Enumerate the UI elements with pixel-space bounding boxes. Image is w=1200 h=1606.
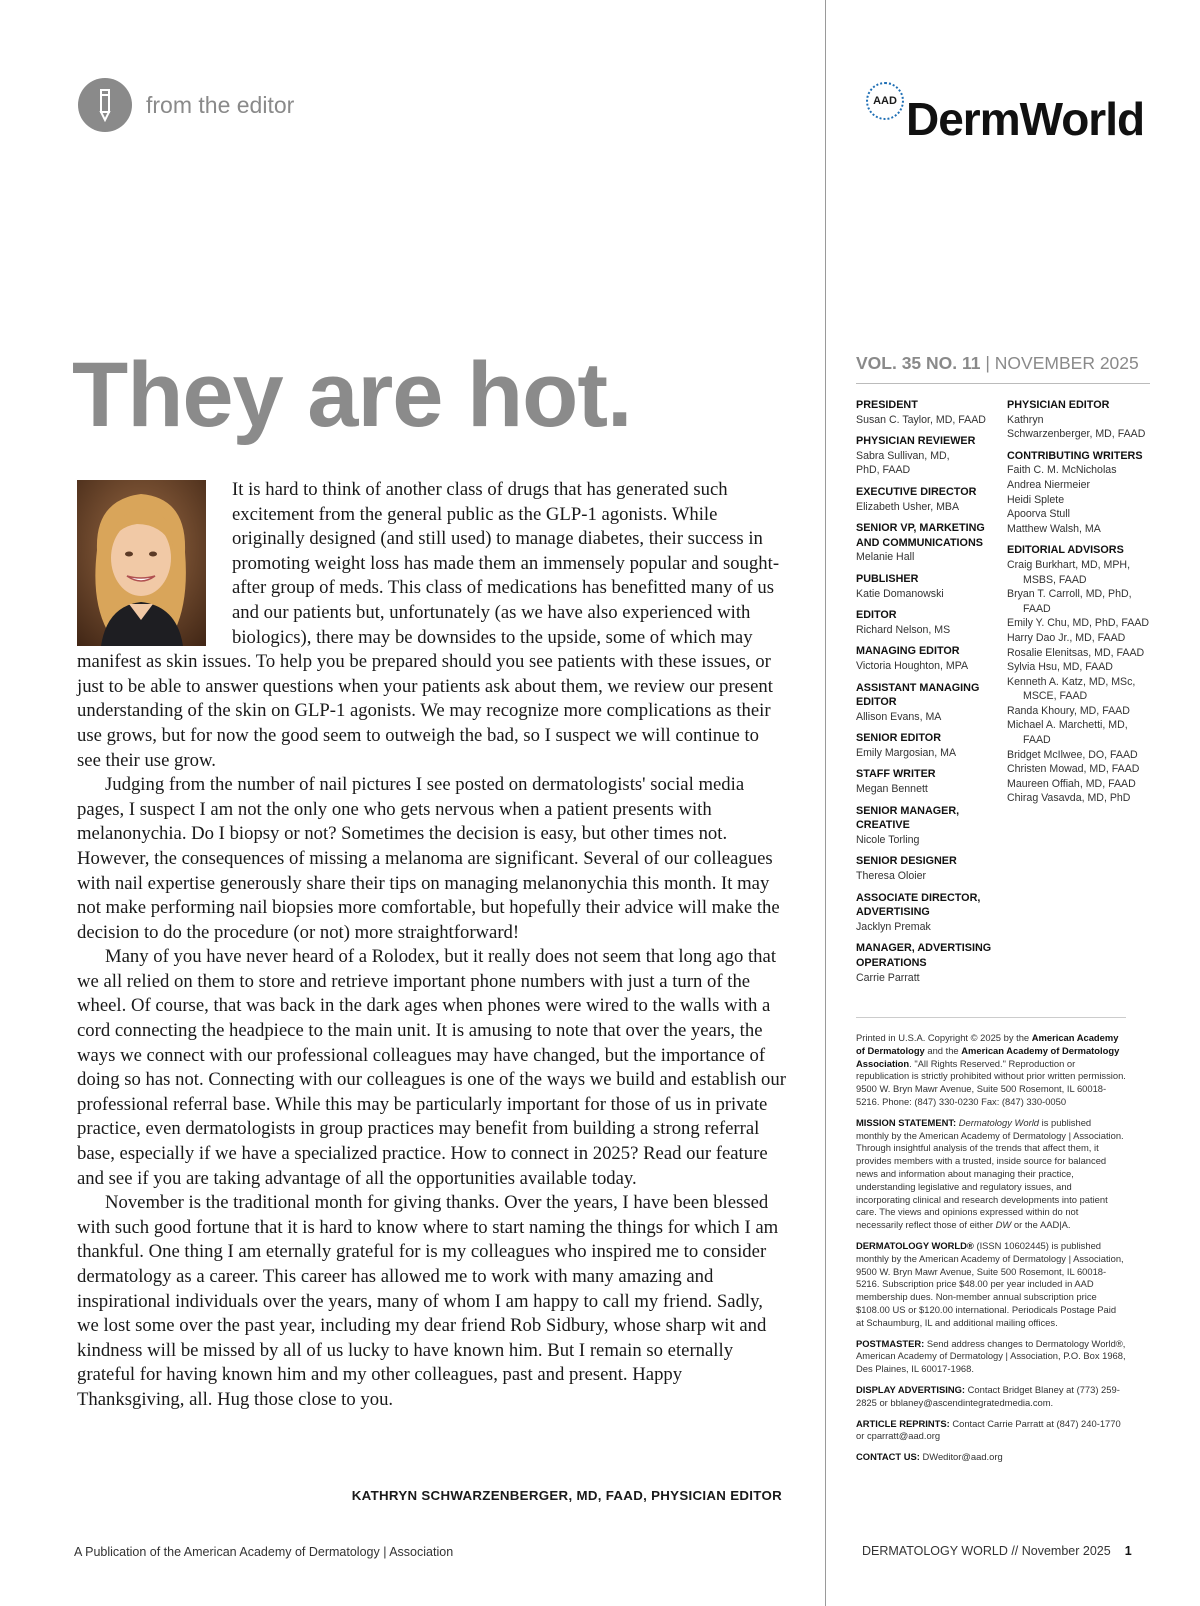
masthead-name: Jacklyn Premak [856, 920, 931, 933]
mission-block: MISSION STATEMENT: Dermatology World is published monthly by the American Academy of Dermatology | Association. Through insightful analysis of the trends that affect them, it provides members with a trusted, inside source for balanced news and information about managing their practice, understanding legislative and regulatory issues, and incorporating clinical and research developments into patient care. The views and opinions expressed within do not necessarily reflect those of either DW or the AAD|A. [856, 1116, 1124, 1231]
masthead-role: PRESIDENT [856, 399, 918, 411]
author-signature: KATHRYN SCHWARZENBERGER, MD, FAAD, PHYSICIAN EDITOR [351, 1488, 782, 1503]
page-number: 1 [1124, 1544, 1132, 1558]
masthead-role: EDITORIAL ADVISORS [1007, 544, 1124, 557]
masthead-name: Bryan T. Carroll, MD, PhD, FAAD [1007, 588, 1132, 615]
masthead-entry [856, 804, 1006, 848]
masthead-name: PhD, FAAD [856, 464, 911, 477]
masthead-name: Sabra Sullivan, MD, [856, 449, 950, 462]
masthead-name: Carrie Parratt [856, 971, 920, 984]
masthead-name: Kenneth A. Katz, MD, MSc, MSCE, FAAD [1007, 675, 1136, 703]
masthead-name: Andrea Niermeier [1007, 478, 1091, 491]
column-divider [825, 0, 826, 1606]
postmaster-block: POSTMASTER: Send address changes to Dermatology World®, American Academy of Dermatology | Association, P.O. Box 1968, Des Plaines, IL 60017-1968. [856, 1337, 1126, 1375]
masthead-name: Apoorva Stull [1007, 508, 1071, 521]
masthead-entry [856, 434, 1006, 478]
masthead-name: Faith C. M. McNicholas [1007, 464, 1117, 477]
masthead-left-column [856, 398, 1006, 992]
footer-publication: A Publication of the American Academy of Dermatology | Association [74, 1545, 454, 1559]
paragraph: Judging from the number of nail pictures I see posted on dermatologists' social media pages, I suspect I am not the only one who gets nervous when a patient presents with melanonychia. Do I biopsy or not? Sometimes the decision is easy, but other times not. However, the consequences of missing a melanoma are significant. Several of our colleagues with nail expertise generously share their tips on managing melanonychia this month. It may not make performing nail biopsies more comfortable, but hopefully their advice will make the decision to do the procedure (or not) more straightforward! [77, 774, 780, 943]
masthead-role: ASSOCIATE DIRECTOR, ADVERTISING [856, 891, 981, 919]
masthead-name: Theresa Oloier [856, 870, 927, 883]
masthead-role: PHYSICIAN EDITOR [1007, 399, 1110, 411]
masthead-name: Victoria Houghton, MPA [856, 659, 969, 672]
masthead-name: Elizabeth Usher, MBA [856, 500, 960, 513]
masthead-entry [856, 644, 1006, 673]
masthead-entry [856, 608, 1006, 637]
masthead-entry [856, 854, 1006, 883]
masthead-name: Megan Bennett [856, 783, 928, 796]
masthead-entry [856, 681, 1006, 725]
masthead-role: EXECUTIVE DIRECTOR [856, 485, 977, 498]
masthead-name: Allison Evans, MA [856, 710, 942, 723]
masthead-entry [1007, 398, 1157, 442]
masthead-name: Kathryn [1007, 413, 1044, 426]
masthead-name: Nicole Torling [856, 833, 920, 846]
headline: They are hot. [72, 344, 632, 446]
masthead-rule [856, 383, 1150, 384]
masthead-name: Emily Y. Chu, MD, PhD, FAAD [1007, 617, 1150, 630]
masthead-name: Randa Khoury, MD, FAAD [1007, 704, 1130, 717]
pencil-icon [78, 78, 132, 132]
masthead-name: Chirag Vasavda, MD, PhD [1007, 792, 1131, 805]
masthead-entry [856, 521, 1006, 565]
masthead-name: Katie Domanowski [856, 587, 944, 600]
masthead-name: Richard Nelson, MS [856, 623, 951, 636]
masthead-entry [856, 941, 1006, 985]
masthead-role: MANAGING EDITOR [856, 645, 960, 658]
masthead-name: Bridget McIlwee, DO, FAAD [1007, 748, 1138, 761]
volume-number: VOL. 35 NO. 11 [856, 353, 981, 373]
masthead-entry [856, 572, 1006, 601]
masthead-name: Craig Burkhart, MD, MPH, MSBS, FAAD [1007, 558, 1131, 586]
contact-block: CONTACT US: DWeditor@aad.org [856, 1451, 1003, 1463]
paragraph: It is hard to think of another class of drugs that has generated such excitement from the general public as the GLP-1 agonists. While originally designed (and still used) to manage diabetes, their success in promoting weight loss has made them an immensely popular and sought-after group of meds. This class of medications has benefitted many of us and our patients but, unfortunately (as we have also experienced with biologics), there may be downsides to the upside, some of which may manifest as skin issues. To help you be prepared should you see patients with these issues, or just to be able to answer questions when your patients ask about them, we review our present understanding of the skin on GLP-1 agonists. We may recognize more complications as their use grows, but for now the good seem to outweigh the bad, so I suspect we will continue to see their use grow. [77, 479, 780, 771]
masthead-name: Schwarzenberger, MD, FAAD [1007, 428, 1146, 441]
masthead-role: SENIOR MANAGER, CREATIVE [856, 804, 960, 832]
masthead-name: Emily Margosian, MA [856, 746, 957, 759]
footer-issue: DERMATOLOGY WORLD // November 2025 1 [862, 1544, 1132, 1558]
aad-badge: AAD [866, 82, 904, 120]
dermworld-logo [866, 78, 1166, 148]
issue-date: NOVEMBER 2025 [994, 353, 1139, 373]
masthead-name: Michael A. Marchetti, MD, FAAD [1007, 719, 1128, 747]
section-tag [78, 78, 294, 132]
masthead-entry [856, 891, 1006, 935]
masthead-role: ASSISTANT MANAGING EDITOR [856, 681, 980, 709]
volume-line [856, 353, 1139, 374]
publication-block: DERMATOLOGY WORLD® (ISSN 10602445) is published monthly by the American Academy of Dermatology | Association, 9500 W. Bryn Mawr Avenue, Suite 500 Rosemont, IL 60018-5216. Subscription price $48.00 per year included in AAD membership dues. Non-member annual subscription price $108.00 US or $120.00 international. Periodicals Postage Paid at Schaumburg, IL and additional mailing offices. [856, 1239, 1124, 1328]
copyright-block: Printed in U.S.A. Copyright © 2025 by the American Academy of Dermatology and the American Academy of Dermatology Association. "All Rights Reserved." Reproduction or republication is strictly prohibited without prior written permission. 9500 W. Bryn Mawr Avenue, Suite 500 Rosemont, IL 60018-5216. Phone: (847) 330-0230 Fax: (847) 330-0050 [856, 1032, 1126, 1107]
article-reprints-block: ARTICLE REPRINTS: Contact Carrie Parratt at (847) 240-1770 or cparratt@aad.org [856, 1417, 1121, 1442]
masthead-role: SENIOR EDITOR [856, 732, 941, 745]
paragraph: November is the traditional month for giving thanks. Over the years, I have been blessed with such good fortune that it is hard to know where to start naming the things for which I am thankful. One thing I am eternally grateful for is my colleagues who inspired me to consider dermatology as a career. This career has allowed me to work with many amazing and inspirational individuals over the years, many of whom I am happy to call my friend. Sadly, we lost some over the past year, including my dear friend Rob Sidbury, whose sharp wit and kindness will be missed by all of us lucky to have known him. But I remain so eternally grateful for having known him and my other colleagues, past and present. Happy Thanksgiving, all. Hug those close to you. [77, 1192, 779, 1410]
masthead-role: PHYSICIAN REVIEWER [856, 435, 976, 448]
masthead-name: Susan C. Taylor, MD, FAAD [856, 413, 986, 426]
masthead-name: Maureen Offiah, MD, FAAD [1007, 777, 1136, 790]
masthead-name: Melanie Hall [856, 551, 915, 564]
masthead-name: Harry Dao Jr., MD, FAAD [1007, 631, 1126, 644]
fine-print [856, 1032, 1126, 1472]
paragraph: Many of you have never heard of a Rolodex, but it really does not seem that long ago that we all relied on them to store and retrieve important phone numbers with just a turn of the wheel. Of course, that was back in the dark ages when phones were wired to the walls with a cord connecting the headpiece to the main unit. It is amusing to note that over the years, the ways we connect with our professional colleagues may have changed, but the importance of doing so has not. Connecting with our colleagues is one of the ways we build and establish our professional referral base. While this may be particularly important for those of us in private practice, even dermatologists in group practices may benefit from building a strong referral base, especially if we have a specialized practice. How to connect in 2025? Read our feature and see if you are taking advantage of all the opportunities available today. [77, 946, 786, 1189]
masthead-entry [856, 485, 1006, 514]
masthead-role: PUBLISHER [856, 572, 919, 585]
masthead-entry [856, 398, 1006, 427]
masthead-name: Sylvia Hsu, MD, FAAD [1007, 661, 1113, 674]
masthead-role: MANAGER, ADVERTISING OPERATIONS [856, 942, 992, 969]
masthead-name: Rosalie Elenitsas, MD, FAAD [1007, 646, 1145, 659]
section-label: from the editor [146, 91, 295, 118]
fine-print-rule [856, 1017, 1126, 1018]
masthead-role: EDITOR [856, 609, 897, 622]
article-body [77, 478, 787, 1413]
masthead-role: CONTRIBUTING WRITERS [1007, 449, 1143, 462]
masthead-name: Christen Mowad, MD, FAAD [1007, 763, 1140, 776]
volume-separator: | [985, 353, 995, 373]
brand-name: DermWorld [906, 93, 1145, 145]
display-advertising-block: DISPLAY ADVERTISING: Contact Bridget Blaney at (773) 259-2825 or bblaney@ascendintegratedmedia.com. [856, 1383, 1120, 1408]
masthead-entry [856, 767, 1006, 796]
masthead-role: SENIOR DESIGNER [856, 855, 957, 868]
masthead-role: SENIOR VP, MARKETING AND COMMUNICATIONS [856, 522, 985, 549]
masthead-right-column [1007, 398, 1157, 813]
masthead-name: Heidi Splete [1007, 493, 1065, 506]
masthead-entry [1007, 543, 1157, 806]
masthead-entry [1007, 449, 1157, 537]
masthead-name: Matthew Walsh, MA [1007, 522, 1101, 535]
masthead-entry [856, 731, 1006, 760]
masthead-role: STAFF WRITER [856, 768, 936, 781]
